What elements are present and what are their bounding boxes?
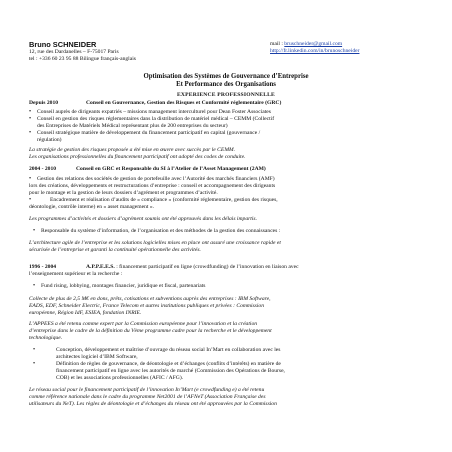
job3-result-2: EADS, EDF, Schneider Electric, France Telecom et autres institutions publiques et privées : Commission (29, 303, 265, 309)
job2-result-1: Les programmes d’activités et dossiers d’agrément soumis ont été approuvés dans les délais impartis. (29, 216, 257, 222)
cv-title-line2: Et Performance des Organisations (176, 81, 276, 88)
job3-result-7: Le réseau social pour le financement participatif de l’innovation In’Mart (e crowdfunding e) a été retenu (29, 387, 265, 393)
job2-para-2: lors des créations, développements et restructurations d’entreprise : conseil et accompagnement des dirigeants (29, 183, 276, 189)
job1-bullet-1: Conseil auprès de dirigeants expatriés – missions management interculturel pour Dean Foster Associates (37, 109, 271, 115)
email-label: mail : (270, 41, 285, 47)
bullet-icon: • (29, 116, 32, 122)
job1-bullet-3-cont: régulation) (37, 137, 62, 143)
job3-result-4: L’APPEES a été retenu comme expert par la Commission européenne pour l’innovation et la création (29, 321, 258, 327)
phone-and-languages: tel : +336 60 23 95 88 Bilingue français-anglais (29, 56, 136, 62)
job2-para-4: Encadrement et réalisation d’audits de « compliance » (conformité réglementaire, gestion des risques, (50, 197, 278, 203)
job3-result-1: Collecte de plus de 2,5 M€ en dons, prêts, cotisations et subventions auprès des entreprises : IBM Software, (29, 296, 271, 302)
bullet-icon: • (29, 109, 32, 115)
linkedin-link[interactable]: http://fr.linkedin.com/in/brunoschneider (270, 48, 360, 54)
job1-bullet-3: Conseil stratégique matière de développement du financement participatif en capital (gouvernance / (37, 130, 261, 136)
email-link[interactable]: bruschneider@gmail.com (284, 41, 343, 47)
job3-result-8: comme référence nationale dans le cadre du programme Net2001 de l’AFNeT (Association Française des (29, 394, 266, 400)
job1-dates: Depuis 2010 (29, 100, 59, 106)
bullet-icon: • (33, 228, 36, 234)
job1-role: Conseil en Gouvernance, Gestion des Risques et Conformité réglementaire (GRC) (86, 100, 282, 106)
job3-result-6: technologique. (29, 335, 63, 341)
job3-org: A.P.P.E.E.S. (86, 264, 115, 270)
email-line (270, 41, 342, 47)
job1-result-2: Les organisations professionnelles du financement participatif ont adopté des codes de conduite. (29, 154, 246, 160)
job1-result-1: La stratégie de gestion des risques proposée a été mise en œuvre avec succès par le CEMM. (29, 147, 236, 153)
job2-dates: 2004 - 2010 (29, 166, 57, 172)
job3-bullet-3: Définition de règles de gouvernance, de déontologie et d’échanges (conflits d’intérêts) en matière de (56, 361, 281, 367)
job3-bullet-3-cont: financement participatif en ligne avec les autorités de marché (Commission des Opérations de Bourse, (56, 368, 285, 374)
postal-address: 12, rue des Dardanelles – F-75017 Paris (29, 49, 119, 55)
job2-para-1: Gestion des relations des sociétés de gestion de portefeuille avec l’Autorité des marchés financiers (AMF) (37, 176, 275, 182)
candidate-name: Bruno SCHNEIDER (29, 40, 97, 49)
job2-para-3: pour le montage et la gestion de leurs dossiers d’agrément et programmes d’activité. (29, 190, 218, 196)
bullet-icon: • (33, 361, 36, 367)
cv-title-line1: Optimisation des Systèmes de Gouvernance d’Entreprise (143, 73, 309, 80)
bullet-icon: • (29, 176, 32, 182)
job3-desc: : financement participatif en ligne (crowdfunding) de l’innovation en liaison avec (114, 264, 299, 270)
section-heading-experience: EXPERIENCE PROFESSIONNELLE (177, 92, 275, 98)
job3-dates: 1996 - 2004 (29, 264, 57, 270)
bullet-icon: • (29, 130, 32, 136)
job3-header (86, 264, 299, 270)
job3-bullet-3-cont2: COB) et les associations professionnelles (AFIC / AFG). (56, 375, 184, 381)
job3-result-5: d’entreprise dans le cadre de la définition du Vème programme cadre pour la recherche et le développement (29, 328, 272, 334)
job2-role: Conseil en GRC et Responsable du SI à l’Atelier de l’Asset Management (2AM) (76, 166, 266, 172)
job1-bullet-2: Conseil en gestion des risques réglementaires dans la distribution de matériel médical – CEMM (Collectif (37, 116, 275, 122)
job3-desc-cont: l’enseignement supérieur et la recherche : (29, 271, 123, 277)
bullet-icon: • (29, 197, 32, 203)
bullet-icon: • (33, 283, 36, 289)
job3-result-3: européenne, Région IdF, ESIEA, fondation INRIE. (29, 310, 142, 316)
bullet-icon: • (33, 347, 36, 353)
job2-result-2: L’architecture agile de l’entreprise et les solutions logicielles mises en place ont assuré une croissance rapide et (29, 240, 281, 246)
job2-bullet-si: Responsable du système d’information, de l’organisation et des méthodes de la gestion des connaissances : (41, 228, 281, 234)
job2-para-5: déontologie, contrôle interne) en « asset management ». (29, 204, 155, 210)
job3-bullet-1: Fund rising, lobbying, montages financier, juridique et fiscal, partenariats (41, 283, 206, 289)
job2-result-3: sécurisée de l’entreprise et garanti la continuité opérationnelle des activités. (29, 247, 201, 253)
job3-bullet-2-cont: architectes logiciel d’IBM Software, (56, 354, 138, 360)
job3-bullet-2: Conception, développement et maîtrise d’ouvrage du réseau social In’Mart en collaboration avec les (56, 347, 281, 353)
job3-result-9: utilisateurs du NeT). Les règles de déontologie et d’échanges du réseau ont été approuvées par la Commission (29, 401, 277, 407)
job1-bullet-2-cont: des Entreprises de Matériels Médical représentant plus de 200 entreprises du secteur) (37, 123, 228, 129)
